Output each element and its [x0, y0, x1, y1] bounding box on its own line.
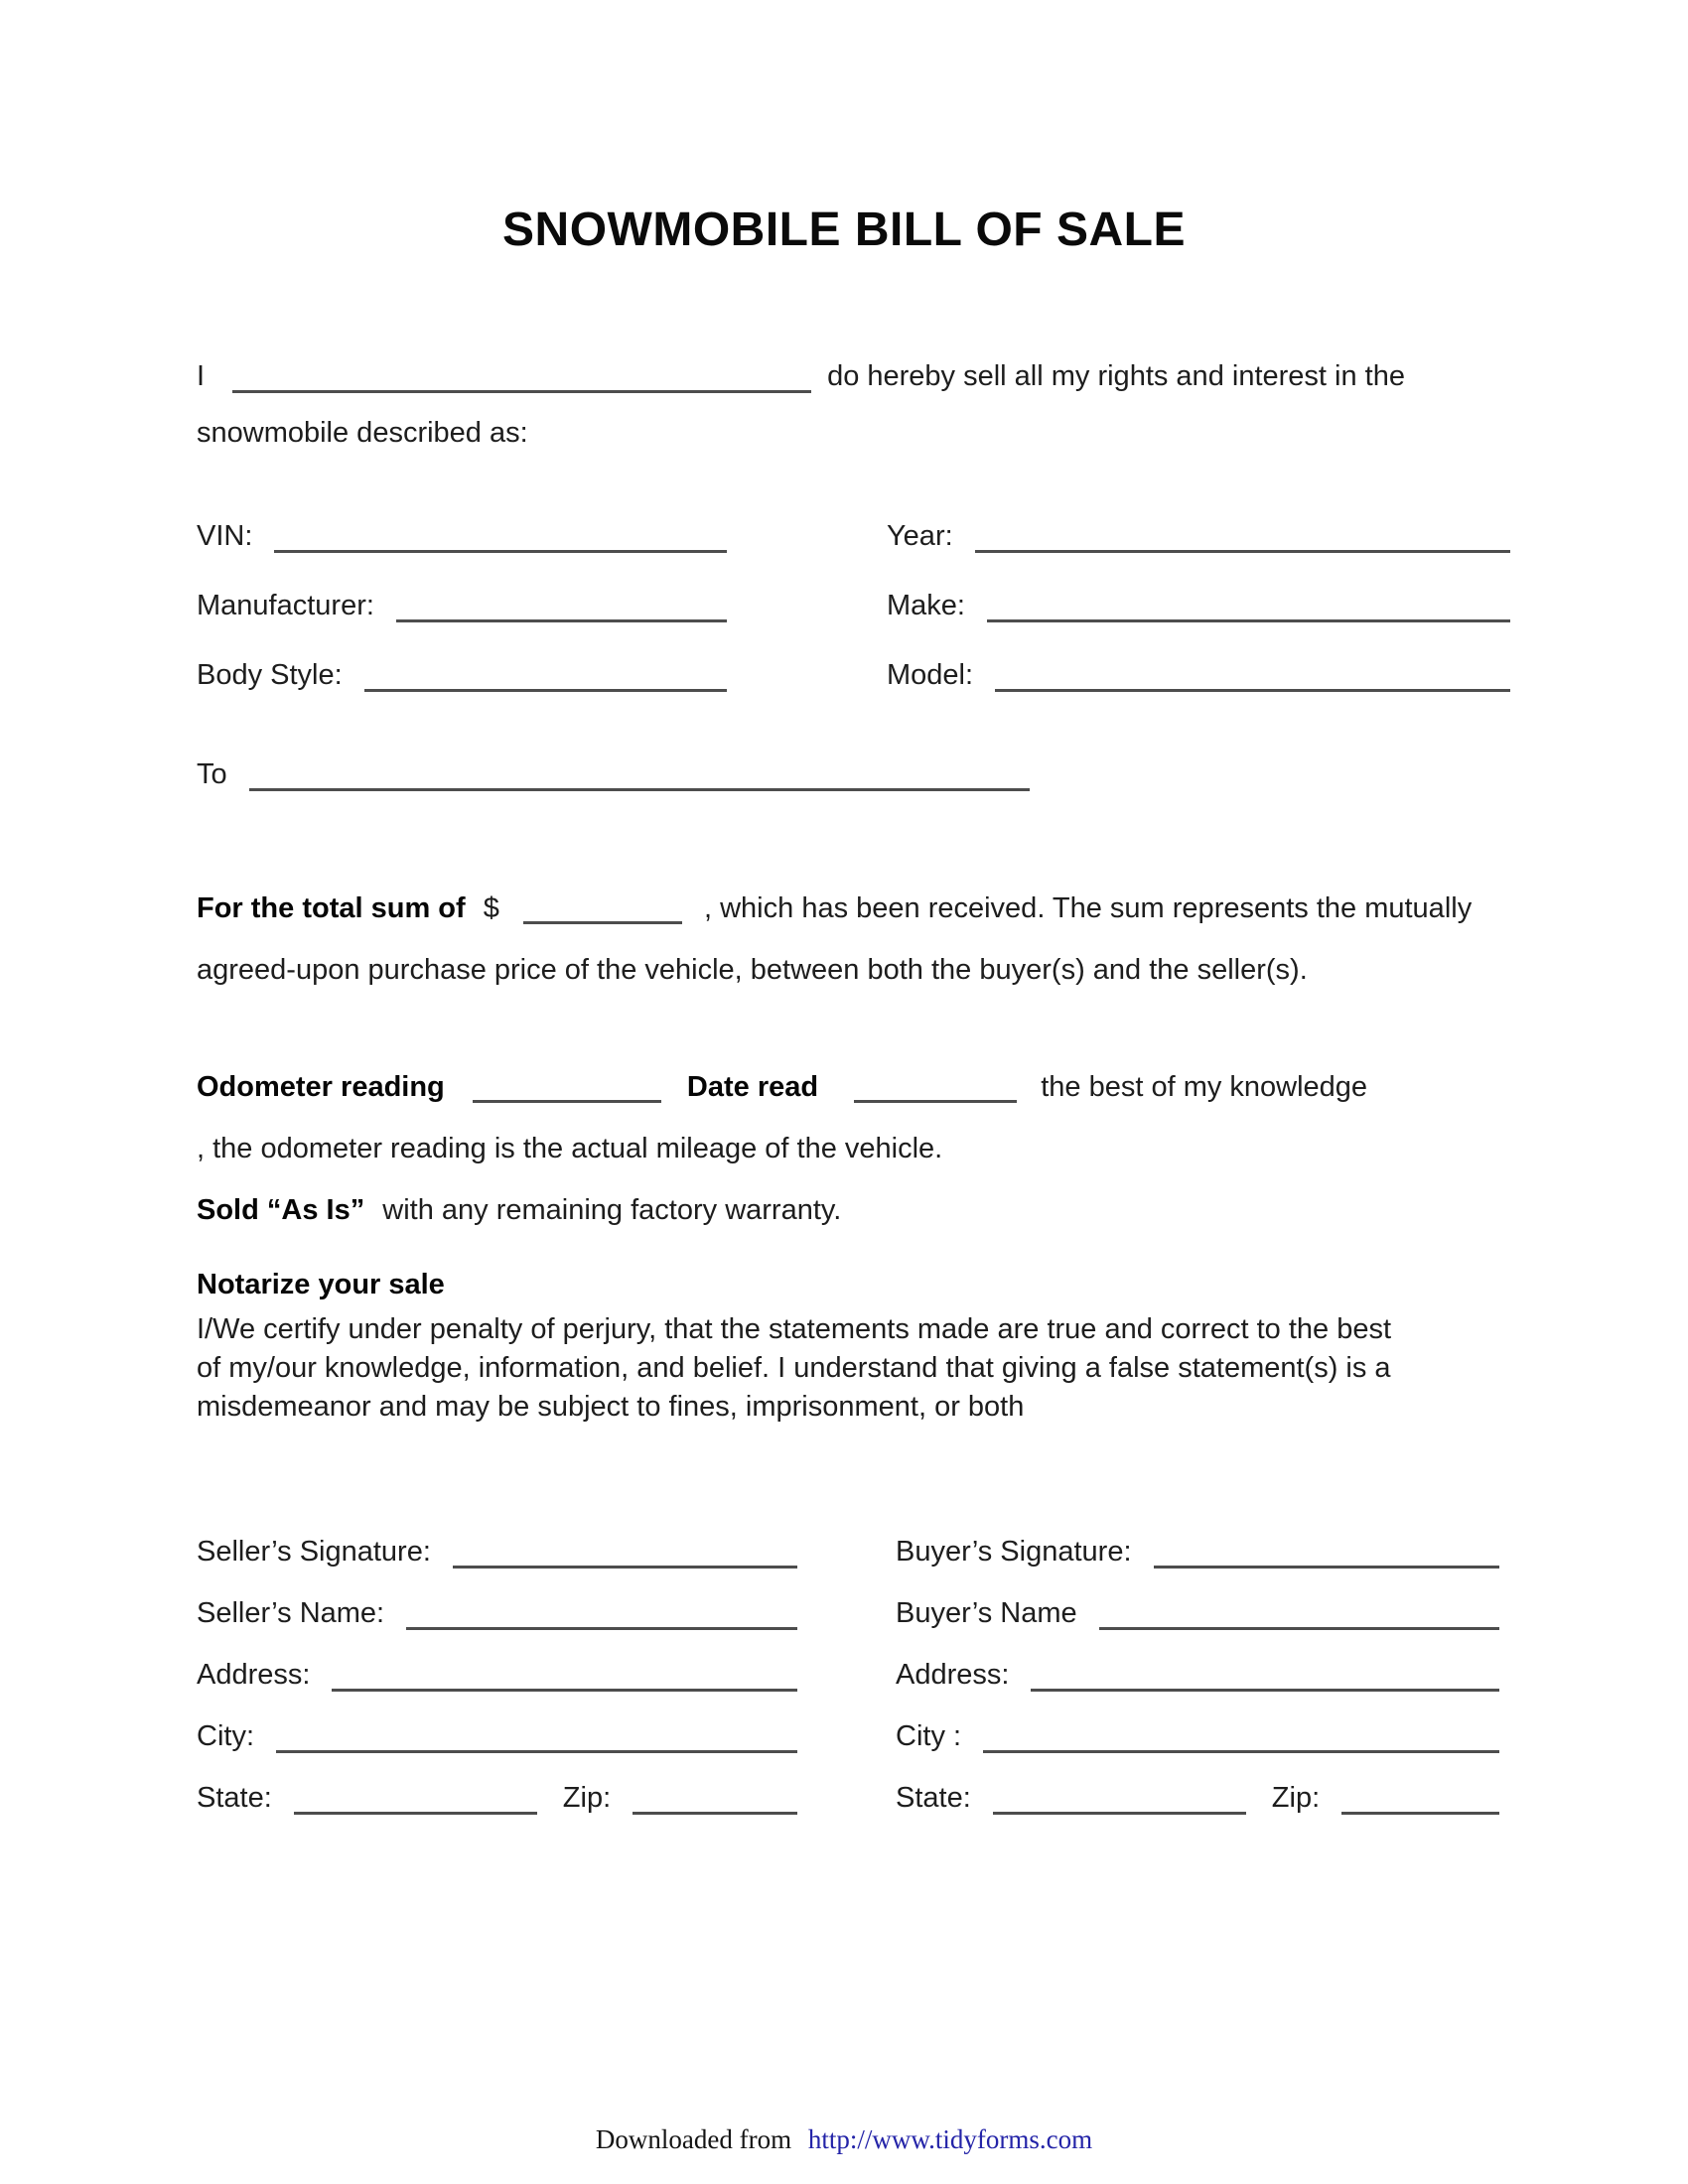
manufacturer-label: Manufacturer: [197, 590, 374, 621]
buyer-state-label: State: [896, 1782, 971, 1814]
buyer-city-label: City : [896, 1720, 962, 1752]
field-row-manufacturer-make [197, 553, 1510, 622]
seller-signature-label: Seller’s Signature: [197, 1536, 431, 1568]
date-read-label: Date read [686, 1071, 819, 1103]
state-zip-row [197, 1753, 1510, 1815]
buyer-name-label: Buyer’s Name [896, 1597, 1077, 1629]
seller-name-label: Seller’s Name: [197, 1597, 385, 1629]
make-label: Make: [887, 590, 965, 621]
buyer-address-label: Address: [896, 1659, 1010, 1691]
intro-paragraph [197, 349, 1510, 450]
to-label: To [197, 758, 227, 790]
footer-text: Downloaded from [595, 2124, 792, 2154]
buyer-state-field-line[interactable] [993, 1812, 1246, 1815]
certification-line-3: misdemeanor and may be subject to fines, imprisonment, or both [197, 1391, 1025, 1423]
document-title: SNOWMOBILE BILL OF SALE [502, 204, 1186, 256]
field-row-vin-year [197, 483, 1510, 553]
seller-address-label: Address: [197, 1659, 311, 1691]
odometer-text: the best of my knowledge [1041, 1071, 1368, 1103]
seller-name-field-line[interactable] [232, 390, 811, 393]
odometer-reading-label: Odometer reading [197, 1071, 445, 1103]
body-style-label: Body Style: [197, 659, 343, 691]
seller-state-label: State: [197, 1782, 272, 1814]
vin-label: VIN: [197, 520, 253, 552]
currency-symbol: $ [483, 892, 499, 924]
sold-as-is-line [197, 1194, 1510, 1227]
sale-amount-field-line[interactable] [523, 921, 682, 924]
footer-link[interactable]: http://www.tidyforms.com [807, 2124, 1093, 2154]
seller-zip-field-line[interactable] [633, 1812, 797, 1815]
address-row [197, 1630, 1510, 1692]
odometer-text-line2: , the odometer reading is the actual mileage of the vehicle. [197, 1133, 943, 1164]
sold-as-is-text: with any remaining factory warranty. [382, 1194, 842, 1226]
total-sum-label: For the total sum of [197, 892, 466, 924]
sale-amount-paragraph [197, 878, 1510, 1001]
field-row-bodystyle-model [197, 622, 1510, 692]
model-field-line[interactable] [995, 689, 1510, 692]
certification-line-2: of my/our knowledge, information, and belief. I understand that giving a false statement(s) is a [197, 1352, 1391, 1384]
odometer-reading-field-line[interactable] [473, 1100, 661, 1103]
intro-text: do hereby sell all my rights and interest in the [827, 360, 1405, 392]
buyer-name-field-line[interactable] [249, 788, 1030, 791]
buyer-zip-field-line[interactable] [1341, 1812, 1499, 1815]
notarize-heading: Notarize your sale [197, 1269, 445, 1300]
certification-line-1: I/We certify under penalty of perjury, that the statements made are true and correct to the best [197, 1313, 1392, 1345]
sum-text: , which has been received. The sum represents the mutually [704, 892, 1473, 924]
name-row [197, 1569, 1510, 1630]
signature-row [197, 1507, 1510, 1569]
footer [0, 2124, 1688, 2155]
model-label: Model: [887, 659, 974, 691]
buyer-zip-label: Zip: [1271, 1782, 1321, 1814]
seller-city-label: City: [197, 1720, 254, 1752]
seller-zip-label: Zip: [562, 1782, 612, 1814]
vehicle-details-fields [197, 483, 1510, 692]
transfer-to-row [197, 748, 1030, 791]
city-row [197, 1692, 1510, 1753]
body-style-field-line[interactable] [364, 689, 727, 692]
odometer-paragraph [197, 1056, 1510, 1179]
intro-pronoun: I [197, 360, 206, 392]
seller-state-field-line[interactable] [294, 1812, 537, 1815]
certification-paragraph [197, 1310, 1510, 1427]
signature-section [197, 1507, 1510, 1815]
date-read-field-line[interactable] [854, 1100, 1017, 1103]
sold-as-is-label: Sold “As Is” [197, 1194, 365, 1226]
year-label: Year: [887, 520, 953, 552]
sum-text-line2: agreed-upon purchase price of the vehicle, between both the buyer(s) and the seller(s). [197, 954, 1308, 986]
buyer-signature-label: Buyer’s Signature: [896, 1536, 1132, 1568]
intro-text-line2: snowmobile described as: [197, 417, 528, 449]
